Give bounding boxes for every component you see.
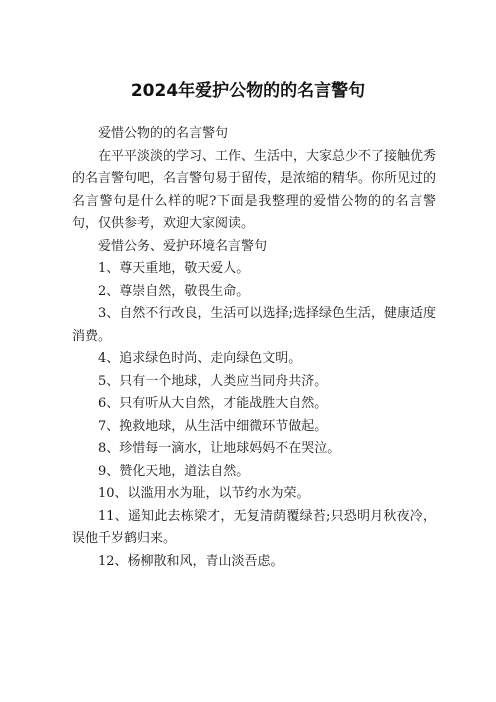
section-heading: 爱惜公物的的名言警句 — [98, 126, 229, 141]
document-body — [72, 123, 436, 573]
quote-item: 12、杨柳散和风，青山淡吾虑。 — [98, 553, 284, 569]
quote-item: 6、只有听从大自然，才能战胜大自然。 — [98, 396, 328, 411]
quote-item: 9、赞化天地，道法自然。 — [98, 463, 250, 479]
section-heading: 爱惜公务、爱护环境名言警句 — [98, 238, 268, 254]
quote-item: 7、挽救地球，从生活中细微环节做起。 — [98, 418, 328, 434]
quote-item: 5、只有一个地球，人类应当同舟共济。 — [98, 373, 328, 389]
document-title: 2024年爱护公物的的名言警句 — [130, 81, 366, 101]
quote-item: 1、尊天重地，敬天爱人。 — [98, 261, 250, 276]
intro-paragraph: 在平平淡淡的学习、工作、生活中，大家总少不了接触优秀的名言警句吧，名言警句易于留传，是浓缩的精华。你所见过的名言警句是什么样的呢?下面是我整理的爱惜公物的的名言警句，仅供参考，欢迎大家阅读。 — [72, 148, 437, 231]
quote-item: 4、追求绿色时尚、走向绿色文明。 — [98, 351, 302, 366]
quote-item: 8、珍惜每一滴水，让地球妈妈不在哭泣。 — [98, 441, 341, 456]
quote-item: 11、遥知此去栋梁才，无复清荫覆绿苔;只恐明月秋夜冷，误他千岁鹤归来。 — [72, 508, 436, 546]
quote-item: 2、尊崇自然，敬畏生命。 — [98, 283, 250, 299]
quote-item: 3、自然不行改良，生活可以选择;选择绿色生活，健康适度消费。 — [72, 306, 436, 344]
quote-item: 10、以滥用水为耻，以节约水为荣。 — [98, 486, 310, 501]
